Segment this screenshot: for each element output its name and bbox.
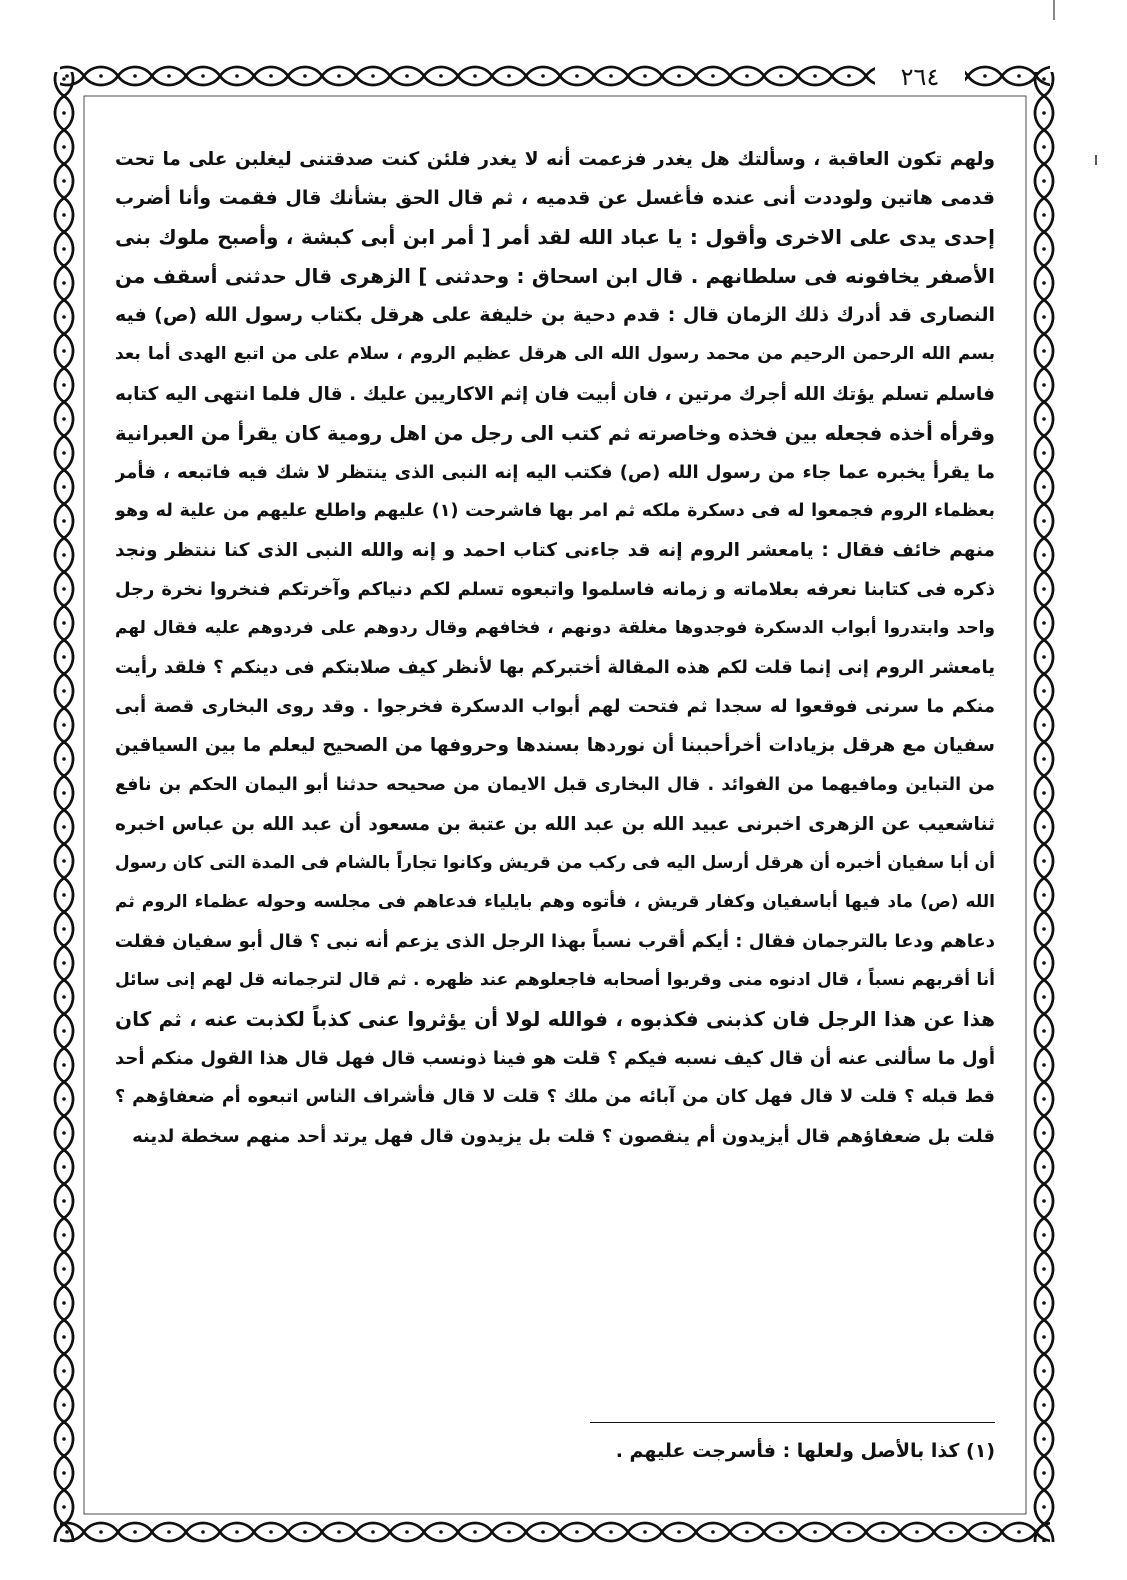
text-line: أن أبا سفيان أخبره أن هرقل أرسل اليه فى ركب من قريش وكانوا تجاراً بالشام فى المدة التى كان رسول	[115, 852, 995, 873]
text-line: قط قبله ؟ قلت لا قال فهل كان من آبائه من ملك ؟ قلت لا قال فأشراف الناس اتبعوه أم ضعفاؤهم ؟	[115, 1087, 995, 1108]
page-number: ٢٦٤	[875, 60, 965, 94]
text-line: من التباين ومافيهما من الفوائد . قال البخارى قبل الايمان من صحيحه حدثنا أبو اليمان الحكم بن نافع	[115, 774, 995, 795]
text-line: الأصفر يخافونه فى سلطانهم . قال ابن اسحاق : وحدثنى ] الزهرى قال حدثنى أسقف من	[115, 264, 995, 289]
text-line: منهم خائف فقال : يامعشر الروم إنه قد جاءنى كتاب احمد و إنه والله النبى الذى كنا ننتظر ونجد	[115, 539, 995, 561]
text-line: ولهم تكون العاقبة ، وسألتك هل يغدر فزعمت أنه لا يغدر فلئن كنت صدقتنى ليغلبن على ما تحت	[115, 149, 995, 170]
text-line: منكم ما سرنى فوقعوا له سجدا ثم فتحت لهم أبواب الدسكرة فخرجوا . وقد روى البخارى قصة أبى	[115, 696, 995, 718]
text-line: بعظماء الروم فجمعوا له فى دسكرة ملكه ثم امر بها فاشرحت (١) عليهم واطلع عليهم من علية له وهو	[115, 500, 995, 521]
body-text	[115, 140, 995, 1156]
text-line: أول ما سألنى عنه أن قال كيف نسبه فيكم ؟ قلت هو فينا ذونسب قال فهل قال هذا القول منكم أحد	[115, 1048, 995, 1070]
text-line: يامعشر الروم إنى إنما قلت لكم هذه المقالة أختبركم بها لأنظر كيف صلابتكم فى دينكم ؟ فلقد رأيت	[115, 657, 995, 679]
text-line: هذا عن هذا الرجل فان كذبنى فكذبوه ، فوالله لولا أن يؤثروا عنى كذباً لكذبت عنه ، ثم كان	[115, 1007, 995, 1032]
text-line: قدمى هاتين ولوددت أنى عنده فأغسل عن قدميه ، ثم قال الحق بشأنك قال فقمت وأنا أضرب	[115, 187, 995, 210]
text-line: واحد وابتدروا أبواب الدسكرة فوجدوها مغلقة دونهم ، فخافهم وقال ردوهم على فردوهم عليه فقال لهم	[115, 618, 995, 639]
text-line: سفيان مع هرقل بزيادات أخرأحببنا أن نوردها بسندها وحروفها من الصحيح ليعلم ما بين السياقين	[115, 735, 995, 757]
text-line: قلت بل ضعفاؤهم قال أيزيدون أم ينقصون ؟ قلت بل يزيدون قال فهل يرتد أحد منهم سخطة لدينه	[132, 1126, 995, 1148]
footnote: (١) كذا بالأصل ولعلها : فأسرجت عليهم .	[615, 1440, 995, 1462]
text-line: بسم الله الرحمن الرحيم من محمد رسول الله الى هرقل عظيم الروم ، سلام على من اتبع الهدى أما بعد	[115, 344, 995, 365]
scan-edge-mark	[1053, 0, 1055, 20]
text-line: ذكره فى كتابنا نعرفه بعلاماته و زمانه فاسلموا واتبعوه تسلم لكم دنياكم وآخرتكم فنخروا نخرة رجل	[115, 579, 995, 601]
text-line: الله (ص) ماد فيها أباسفيان وكفار قريش ، فأتوه وهم بايلياء فدعاهم فى مجلسه وحوله عظماء الروم ثم	[115, 891, 995, 912]
text-line: ما يقرأ يخبره عما جاء من رسول الله (ص) فكتب اليه إنه النبى الذى ينتظر لا شك فيه فاتبعه ، فأمر	[115, 461, 995, 483]
text-line: وقرأه أخذه فجعله بين فخذه وخاصرته ثم كتب الى رجل من اهل رومية كان يقرأ من العبرانية	[115, 421, 995, 445]
text-line: دعاهم ودعا بالترجمان فقال : أيكم أقرب نسباً بهذا الرجل الذى يزعم أنه نبى ؟ قال أبو سفيان فقلت	[115, 930, 995, 952]
text-line: النصارى قد أدرك ذلك الزمان قال : قدم دحية بن خليفة على هرقل بكتاب رسول الله (ص) فيه	[115, 304, 995, 327]
text-line: إحدى يدى على الاخرى وأقول : يا عباد الله لقد أمر [ أمر ابن أبى كبشة ، وأصبح ملوك بنى	[115, 225, 995, 250]
footnote-separator	[590, 1422, 995, 1423]
text-line: فاسلم تسلم يؤتك الله أجرك مرتين ، فان أبيت فان إثم الاكاريين عليك . قال فلما انتهى اليه كتابه	[115, 383, 995, 405]
text-line: ثناشعيب عن الزهرى اخبرنى عبيد الله بن عبد الله بن عتبة بن مسعود أن عبد الله بن عباس اخبره	[115, 813, 995, 835]
margin-mark	[1095, 155, 1097, 165]
text-line: أنا أقربهم نسباً ، قال ادنوه منى وقربوا أصحابه فاجعلوهم عند ظهره . ثم قال لترجمانه قل لهم إنى سائل	[115, 969, 995, 990]
